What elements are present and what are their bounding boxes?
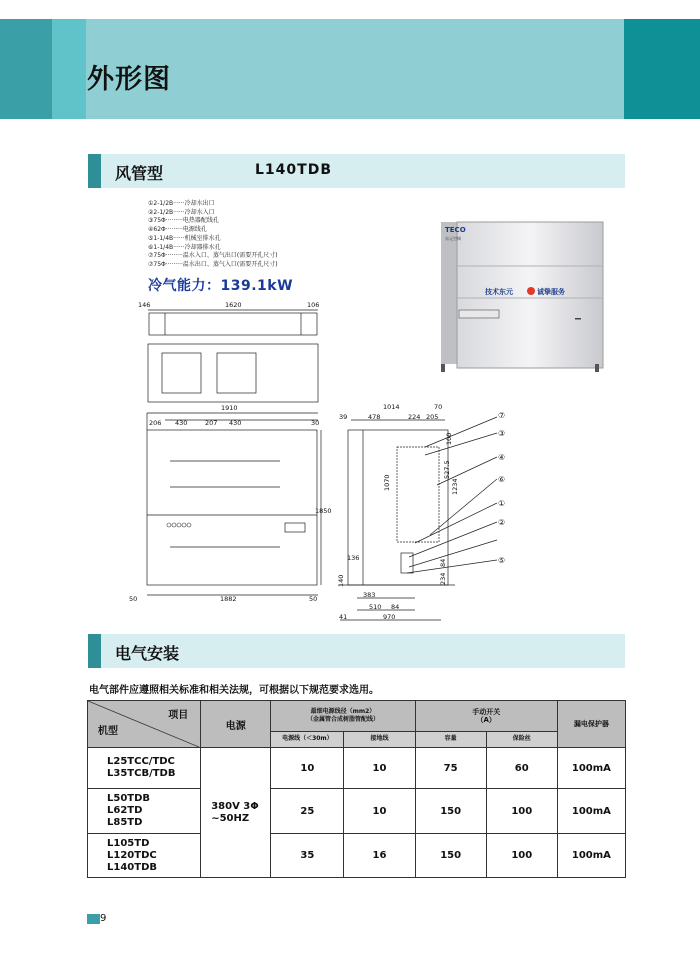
dim-label: 50 xyxy=(129,595,138,603)
callout-number: ⑥ xyxy=(498,475,506,484)
dim-label: 527.5 xyxy=(443,460,451,479)
dim-label: 205 xyxy=(426,413,439,421)
vent-dots xyxy=(167,523,191,527)
cell: 100mA xyxy=(557,748,625,789)
sub-header: 容量 xyxy=(415,731,486,747)
callout-number: ⑦ xyxy=(498,411,506,420)
model-cell xyxy=(88,834,201,878)
dim-label: 39 xyxy=(339,413,348,421)
dim-label: 430 xyxy=(229,419,242,427)
section-marker xyxy=(88,154,101,188)
corner-model-label: 机型 xyxy=(98,726,118,737)
technical-drawing xyxy=(125,295,545,630)
section-title: 风管型 xyxy=(115,164,164,183)
dim-label: 206 xyxy=(149,419,162,427)
sub-header: 接地线 xyxy=(344,731,415,747)
dim-label: 146 xyxy=(138,301,151,309)
power-value: 380V 3Φ xyxy=(211,800,259,812)
cell: 150 xyxy=(415,789,486,834)
callout-number: ③ xyxy=(498,429,506,438)
power-header: 电源 xyxy=(201,701,271,748)
dim-label: 510 xyxy=(369,603,382,611)
cell: 10 xyxy=(271,748,344,789)
legend-item: ⑦75Φ·········温水入口、蒸气出口(需要开孔尺寸) xyxy=(148,252,278,260)
dim-label: 30 xyxy=(311,419,320,427)
section-bar-electrical xyxy=(88,634,625,668)
cell: 75 xyxy=(415,748,486,789)
dim-label: 383 xyxy=(363,591,376,599)
capacity-label: 冷气能力：139.1kW xyxy=(148,278,294,294)
cable-head-text: 最细电源线径（mm2） xyxy=(310,707,376,715)
table-corner-cell xyxy=(88,701,201,748)
dim-label: 1910 xyxy=(221,404,238,412)
dim-label: 1014 xyxy=(383,403,400,411)
legend-item: ①2-1/2B······冷却水出口 xyxy=(148,200,215,207)
brand-circle-icon xyxy=(527,287,535,295)
dim-label: 41 xyxy=(339,613,348,621)
legend-item: ⑤1-1/4B······机械室排水孔 xyxy=(148,234,221,242)
dim-label: 1234 xyxy=(451,478,459,495)
model-cell xyxy=(88,748,201,789)
page-number: 9 xyxy=(100,913,107,924)
cable-header xyxy=(271,701,415,732)
cable-sub-text: （金属管合成树脂管配线） xyxy=(306,715,379,723)
header-accent-dark xyxy=(0,19,52,119)
cell: 100 xyxy=(486,789,557,834)
sub-header: 保险丝 xyxy=(486,731,557,747)
cell: 100 xyxy=(486,834,557,878)
callout-number: ④ xyxy=(498,453,506,462)
section-model: L140TDB xyxy=(255,162,332,178)
brand-sub: 东元空调 xyxy=(445,236,461,241)
table-row xyxy=(88,834,626,878)
header-accent-right xyxy=(624,19,700,119)
switch-head-text: 手动开关 xyxy=(472,707,501,716)
table-row xyxy=(88,789,626,834)
model-name: L120TDC xyxy=(107,849,157,861)
section-marker xyxy=(88,634,101,668)
dim-label: 100 xyxy=(445,432,453,445)
page-marker xyxy=(87,914,100,924)
dim-label: 478 xyxy=(368,413,381,421)
legend-list xyxy=(148,200,278,270)
dim-label: 1620 xyxy=(225,301,242,309)
dim-label: 970 xyxy=(383,613,396,621)
dim-label: 224 xyxy=(408,413,421,421)
dim-label: 140 xyxy=(337,574,345,587)
cell: 25 xyxy=(271,789,344,834)
dim-label: 1850 xyxy=(315,507,332,515)
legend-item: ⑦75Φ·········温水出口、蒸气入口(需要开孔尺寸) xyxy=(148,260,278,268)
leak-header: 漏电保护器 xyxy=(557,701,625,748)
callout-number: ① xyxy=(498,499,506,508)
model-name: L62TD xyxy=(107,805,143,816)
sub-header: 电源线（＜30m） xyxy=(271,731,344,747)
handle xyxy=(575,318,581,320)
power-value: ~50HZ xyxy=(211,812,250,824)
callout-number: ⑤ xyxy=(498,556,506,565)
switch-header xyxy=(415,701,557,732)
dim-label: 106 xyxy=(307,301,320,309)
cell: 60 xyxy=(486,748,557,789)
cell: 100mA xyxy=(557,789,625,834)
cell: 10 xyxy=(344,789,415,834)
dim-label: 234 xyxy=(439,572,447,585)
section-title: 电气安装 xyxy=(115,644,180,663)
intro-text: 电气部件应遵照相关标准和相关法规，可根据以下规范要求选用。 xyxy=(89,685,379,696)
model-name: L25TCC/TDC xyxy=(107,756,175,767)
model-name: L140TDB xyxy=(107,861,157,873)
legend-item: ④62Φ·········电源线孔 xyxy=(148,226,207,234)
corner-item-label: 项目 xyxy=(168,710,189,721)
power-cell xyxy=(201,748,271,878)
dim-label: 1882 xyxy=(220,595,237,603)
dim-label: 136 xyxy=(347,554,360,562)
model-name: L35TCB/TDB xyxy=(107,768,176,779)
dim-label: 84 xyxy=(391,603,400,611)
model-cell xyxy=(88,789,201,834)
cell: 100mA xyxy=(557,834,625,878)
switch-unit-text: （A） xyxy=(476,715,496,724)
cell: 150 xyxy=(415,834,486,878)
cell: 16 xyxy=(344,834,415,878)
dim-label: 70 xyxy=(434,403,443,411)
model-name: L85TD xyxy=(107,817,143,828)
dim-label: 50 xyxy=(309,595,318,603)
dim-label: 84 xyxy=(439,558,447,567)
legend-item: ③75Φ·········电热器配线孔 xyxy=(148,217,219,225)
model-name: L105TD xyxy=(107,837,150,849)
page-title: 外形图 xyxy=(87,64,171,95)
dim-label: 207 xyxy=(205,419,218,427)
slogan-text-2: 诚挚服务 xyxy=(537,288,565,296)
header-accent-light xyxy=(52,19,86,119)
brand-logo: TECO xyxy=(445,226,466,234)
cell: 35 xyxy=(271,834,344,878)
cell: 10 xyxy=(344,748,415,789)
electrical-spec-table xyxy=(87,700,626,878)
legend-item: ⑥1-1/4B······冷却器排水孔 xyxy=(148,243,221,251)
legend-item: ②2-1/2B······冷却水入口 xyxy=(148,208,215,216)
dim-label: 430 xyxy=(175,419,188,427)
table-row xyxy=(88,748,626,789)
slogan-text: 技术东元 xyxy=(485,288,513,296)
model-name: L50TDB xyxy=(107,793,151,804)
unit-foot xyxy=(595,364,599,372)
dim-label: 1070 xyxy=(383,474,391,491)
section-bar-outline xyxy=(88,154,625,188)
callout-number: ② xyxy=(498,518,506,527)
